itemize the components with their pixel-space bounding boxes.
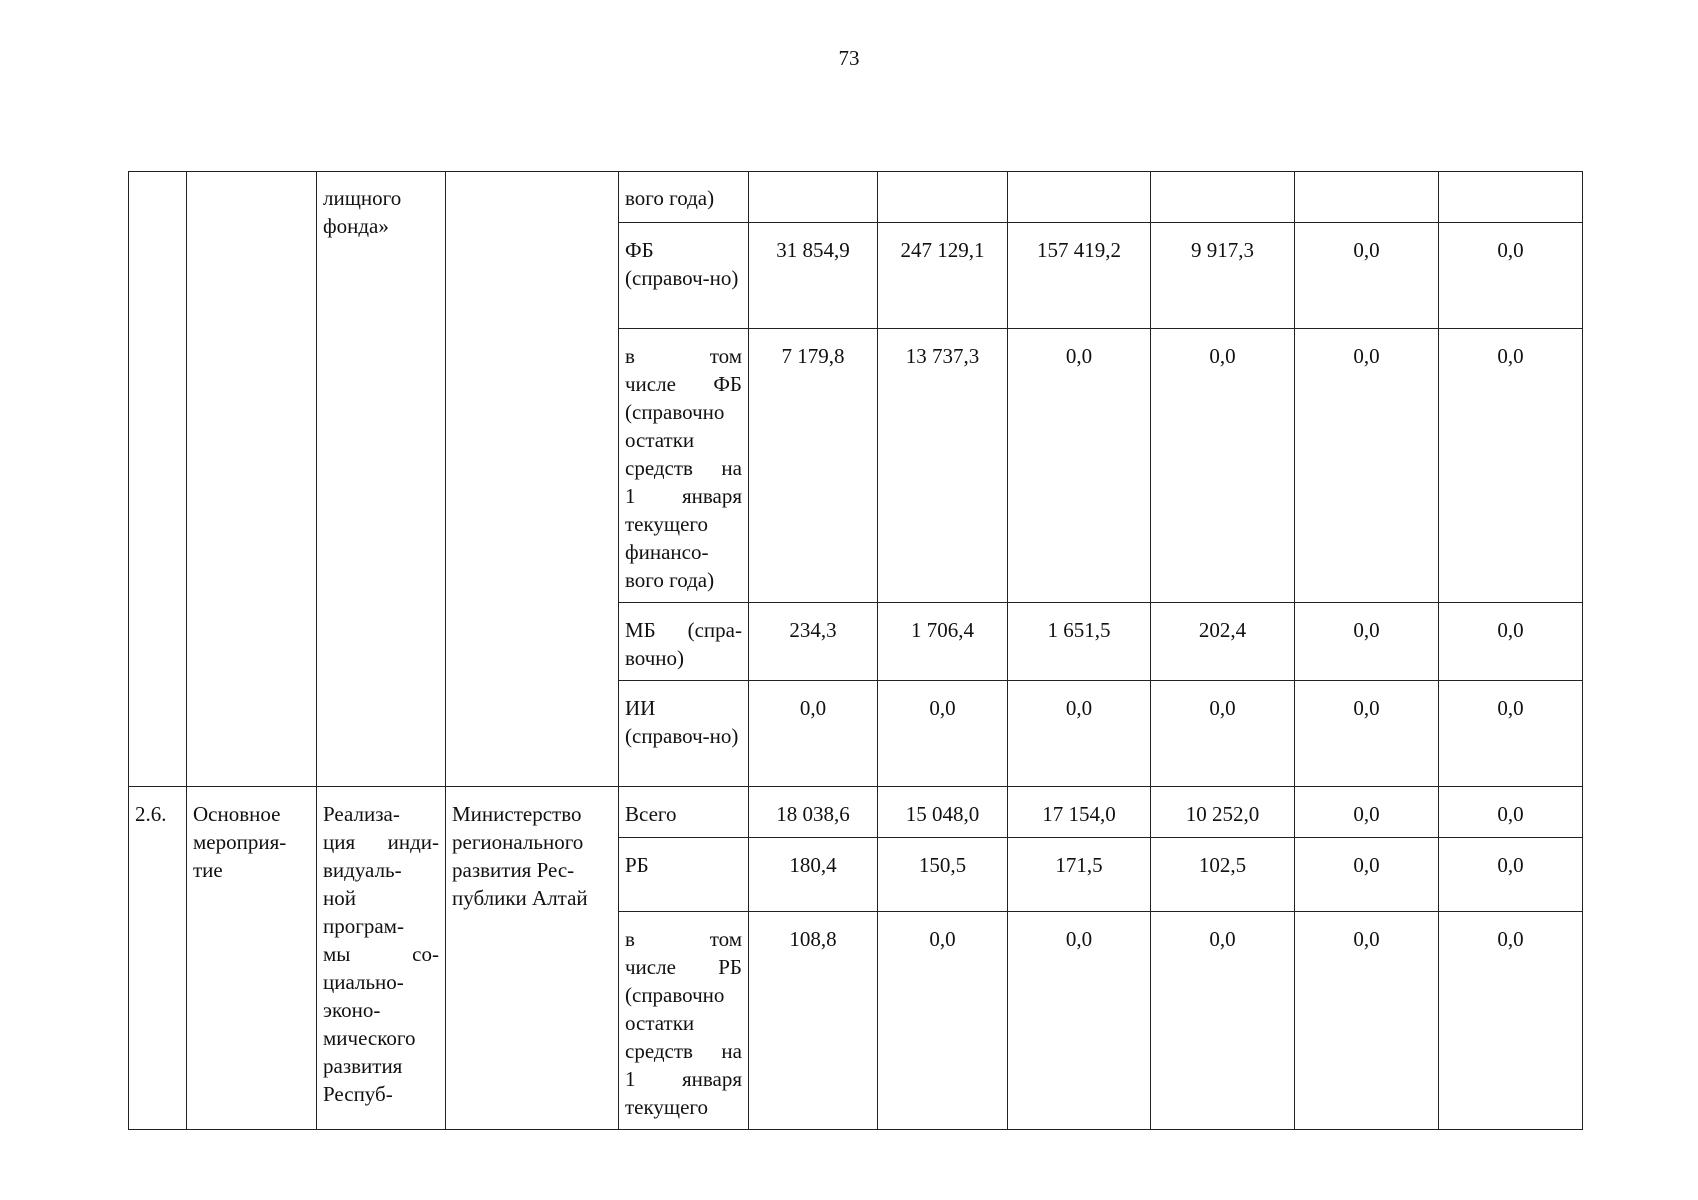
name-line: програм- <box>323 914 404 938</box>
cell-value: 10 252,0 <box>1151 787 1295 838</box>
source-line: вого года) <box>625 568 715 592</box>
cell-value: 0,0 <box>1439 912 1583 1130</box>
cell-value: 0,0 <box>1439 329 1583 603</box>
cell-value: 1 651,5 <box>1008 603 1151 681</box>
cell-value: 9 917,3 <box>1151 223 1295 329</box>
cell-value: 0,0 <box>1295 681 1439 787</box>
cell-value: 0,0 <box>1151 912 1295 1130</box>
cell-value <box>1295 172 1439 223</box>
type-line: Основное <box>193 802 281 826</box>
cell-value: 0,0 <box>1439 838 1583 912</box>
cell-source <box>619 603 749 681</box>
source-line: остатки <box>625 1011 695 1035</box>
cell-source: ИИ (справоч-но) <box>619 681 749 787</box>
cell-type <box>187 787 317 1130</box>
cell-name <box>317 787 446 1130</box>
source-line: средств на <box>625 1039 742 1063</box>
cell-value <box>1008 172 1151 223</box>
type-line: мероприя- <box>193 830 287 854</box>
cell-value: 17 154,0 <box>1008 787 1151 838</box>
source-line: средств на <box>625 456 742 480</box>
source-line: вочно) <box>625 646 685 670</box>
cell-value: 0,0 <box>878 912 1008 1130</box>
name-line: мического <box>323 1026 416 1050</box>
cell-executor <box>446 172 619 787</box>
source-line: 1 января <box>625 1067 742 1091</box>
cell-value: 0,0 <box>1151 329 1295 603</box>
source-line: текущего <box>625 1095 708 1119</box>
budget-table <box>128 171 1583 1130</box>
source-line: в том <box>625 344 742 368</box>
cell-value: 108,8 <box>749 912 878 1130</box>
name-line: видуаль- <box>323 858 402 882</box>
source-line: остатки <box>625 428 695 452</box>
cell-value: 0,0 <box>1008 912 1151 1130</box>
cell-value: 0,0 <box>1295 912 1439 1130</box>
executor-line: Министерство <box>452 802 582 826</box>
cell-value: 0,0 <box>1295 329 1439 603</box>
type-line: тие <box>193 858 223 882</box>
table-row <box>129 172 1583 223</box>
source-line: числе ФБ <box>625 372 742 396</box>
source-line: в том <box>625 927 742 951</box>
cell-value: 0,0 <box>878 681 1008 787</box>
cell-value: 0,0 <box>749 681 878 787</box>
cell-name: лищного фонда» <box>317 172 446 787</box>
cell-value: 7 179,8 <box>749 329 878 603</box>
page-number: 73 <box>838 46 860 70</box>
cell-value: 202,4 <box>1151 603 1295 681</box>
source-line: МБ (спра- <box>625 618 742 642</box>
name-line: ной <box>323 886 356 910</box>
name-line: ция инди- <box>323 830 439 854</box>
cell-number: 2.6. <box>129 787 187 1130</box>
cell-value: 0,0 <box>1151 681 1295 787</box>
cell-value: 31 854,9 <box>749 223 878 329</box>
name-line: Респуб- <box>323 1082 393 1106</box>
cell-executor <box>446 787 619 1130</box>
cell-value: 1 706,4 <box>878 603 1008 681</box>
source-line: числе РБ <box>625 955 742 979</box>
name-line: мы со- <box>323 942 439 966</box>
source-line: текущего <box>625 512 708 536</box>
source-line: (справочно <box>625 400 725 424</box>
cell-value: 247 129,1 <box>878 223 1008 329</box>
name-line: Реализа- <box>323 802 400 826</box>
cell-source <box>619 912 749 1130</box>
cell-value: 0,0 <box>1439 787 1583 838</box>
cell-value <box>1151 172 1295 223</box>
cell-value: 102,5 <box>1151 838 1295 912</box>
cell-value: 0,0 <box>1008 681 1151 787</box>
cell-value: 150,5 <box>878 838 1008 912</box>
cell-value: 0,0 <box>1439 223 1583 329</box>
cell-value: 180,4 <box>749 838 878 912</box>
cell-value: 0,0 <box>1295 223 1439 329</box>
name-line: развития <box>323 1054 403 1078</box>
cell-value: 0,0 <box>1008 329 1151 603</box>
executor-line: регионального <box>452 830 584 854</box>
cell-number <box>129 172 187 787</box>
cell-value: 234,3 <box>749 603 878 681</box>
cell-value: 18 038,6 <box>749 787 878 838</box>
cell-value: 157 419,2 <box>1008 223 1151 329</box>
cell-source: РБ <box>619 838 749 912</box>
cell-value: 0,0 <box>1295 787 1439 838</box>
source-line: 1 января <box>625 484 742 508</box>
executor-line: публики Алтай <box>452 886 588 910</box>
cell-source <box>619 329 749 603</box>
cell-source: вого года) <box>619 172 749 223</box>
cell-value: 0,0 <box>1439 681 1583 787</box>
cell-value: 0,0 <box>1295 838 1439 912</box>
cell-value <box>1439 172 1583 223</box>
source-line: финансо- <box>625 540 709 564</box>
name-line: циально- <box>323 970 404 994</box>
executor-line: развития Рес- <box>452 858 575 882</box>
table-row <box>129 787 1583 838</box>
cell-value: 171,5 <box>1008 838 1151 912</box>
cell-source: ФБ (справоч-но) <box>619 223 749 329</box>
name-line: эконо- <box>323 998 381 1022</box>
cell-value <box>749 172 878 223</box>
cell-source: Всего <box>619 787 749 838</box>
source-line: (справочно <box>625 983 725 1007</box>
cell-value: 0,0 <box>1295 603 1439 681</box>
cell-value <box>878 172 1008 223</box>
cell-type <box>187 172 317 787</box>
cell-value: 13 737,3 <box>878 329 1008 603</box>
cell-value: 15 048,0 <box>878 787 1008 838</box>
cell-value: 0,0 <box>1439 603 1583 681</box>
